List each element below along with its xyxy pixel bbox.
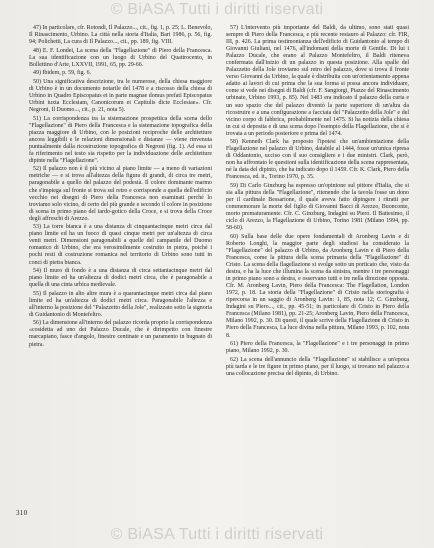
note: 49) Ibidem, p. 59, fig. 6. bbox=[33, 70, 92, 77]
watermark-bottom: © BiASA Tutti i diritti riservati bbox=[110, 526, 324, 543]
note: 47) In particolare, cfr. Rotondi, Il Palazzo..., cit., fig. 1, p. 25; L. Benevolo, Il Rinascimento, Urbino. La città nella storia d'Italia, Bari 1986, p. 56, fig. 94; Polichetti, La cura di Il Palazzo..., cit., pp. 189, fig. VIII. bbox=[29, 25, 212, 46]
note: 57) L'intervento più importante del Baldi, da ultimo, sono stati quasi sempre di Piero della Francesca, e più recente restauro al Palazzo: cfr. FIR, III, p. 426. La prima testimonianza dell'edificio di Guidantonio al tempo di Giovanni Giuliani, nel 1476, all'indomani della morte di Gentile. Di lui i Palazzo Ducale, che erano al Palazzo Montefeltro, il Baldi riteneva confermata dall'inizio di un palazzo in questa posizione. Alla spalle del Palazzetto della Jole troviamo sul retro del palazzo, dove si trova il fronte verso Giovanni da Urbino, la quale è distribuita con un'orientamento appena adatto ai lavori di cui prima che la sua forma si possa ancora individuare, come si vede nei disegni di Baldi (cfr. F. Sangiorgi, Piazze del Rinascimento urbinate, Urbino 1993, p. 85). Nel 1483 era indicato il palazzo della curia e un suo spazio che del palazzo diventò la parte superiore di un'altra da ricostruire e a una configurazione a facciata del "Palazzetto della Jole" e del vicino corpo di fabbrica, probabilmente nel 1475. Si ha notizia della chiesa in cui si deposita e di una scena dopo l'esempio della Flagellazione, che si è trovata a un periodo posteriore e prima del 1474. bbox=[226, 25, 409, 137]
note: 50) Una significativa descrizione, tra le numerose, della chiesa maggiore di Urbino è in un documento notarile del 1478 e a riscosso della chiesa di Urbino in Quadro Episcopatus et in parte magnae domus prefati Episcopatus Urbini iuxta Ecclesiam, Canonicorum et Capitulis dicte Ecclesiae». Cfr. Negroni, Il Duomo..., cit., p. 21, nota 5). bbox=[29, 78, 212, 114]
note: 59) Di Carlo Ginzburg ha espresso un'opinione sul pittore d'Italia, che si sia alla pittura della "Flagellazione", ritenendo che la tavola fosse un dono per il cardinale Bessarione, il quale aveva fatto dipingere i ritratti per commemorare la morte del figlio di Giovanni Bacci di Arezzo, Buonconte, morto prematuramente. Cfr. C. Ginzburg, Indagini su Piero. Il Battesimo, il ciclo di Arezzo, la Flagellazione di Urbino, Torino 1981 (Milano 1994, pp. 58-60). bbox=[226, 183, 409, 232]
note: 54) Il muro di fondo è a una distanza di circa settantacinque metri dal piano limite ed ha un'altezza di dodici metri circa, che è paragonabile a quella di una cinta urbica medievale. bbox=[29, 268, 212, 289]
note: 61) Piero della Francesca, la "Flagellazione" e i tre personaggi in primo piano, Milano 1992, p. 30. bbox=[226, 341, 409, 355]
note: 56) La dimensione all'interno del palazzo ricorda proprio la corrispondenza «cosidetta ad uno dei Palazzo Ducale, che è dirimpetto con finestre marcapiano, fasce d'angolo, finestre centinate e un paramento in bugnato di pietra. bbox=[29, 320, 212, 348]
note: 55) Il palazzo in alto altre mura è a quarantacinque metri circa dal piano limite ed ha un'altezza di dodici metri circa. Paragonabile l'altezza e all'interno la posizione del "Palazzetto della Jole", realizzato sotto la signoria di Guidantonio di Montefeltro. bbox=[29, 290, 212, 318]
note: 60) Sulla base delle due opere fondamentali di Aronberg Lavin e di Roberto Longhi, la maggior parte degli studiosi ha considerato la "Flagellazione" del palazzo di Urbino, da Aronberg Lavin e di Piero della Francesca, come la pittura della scena primaria della "Flagellazione" di Cristo. La scena della flagellazione si svolge sotto un porticato che, visto da destra, e ha la luce che illumina la scena da sinistra, mentre i tre personaggi in primo piano sono a destra, e osservano tutti e tre nella direzione opposta. Cfr. M. Aronberg Lavin, Piero della Francesca: The Flagellation, London 1972, p. 18. La storia della "Flagellazione" di Cristo nella storiografia è ripercorsa in un saggio di Aronberg Lavin: 1, 85, nota 12; C. Ginzburg, Indagini su Piero..., cit., pp. 45-51; in particolare di Cristo in Piero della Francesca (Milano 1981), pp. 21-25; Aronberg Lavin, Piero della Francesca, Milano 1992, p. 30. Di questi, il quale scrive della Flagellazione di Cristo in Piero della Francesca, La luce divina nella pittura, Milano 1993, p. 102, nota 8. bbox=[226, 233, 409, 339]
note: 58) Kenneth Clark ha proposto l'ipotesi che un'ambientazione della Flagellazione nel palazzo di Urbino, databile al 1444, fosse un'unica ripresa di Oddantonio, ucciso con il suo consigliere e i due ministri. Clark, però, non ha affrontato le questioni sulla identificazione della scena rappresentata, né la data del dipinto, che ha indicato dopo il 1459. Cfr. K. Clark, Piero della Francesca, ed. it., Torino 1970, p. 35. bbox=[226, 139, 409, 181]
page-number: 310 bbox=[16, 509, 28, 517]
right-column bbox=[226, 25, 409, 379]
note: 51) La corrispondenza tra la sistemazione prospettica della scena dello "Flagellazione" di Piero della Francesca e la sistemazione topografica della piazza maggiore di Urbino, con le posizioni reciproche delle architetture ancora leggibili e le relazioni dimensionali e distanze — viene rinvenuta puntualmente dalla ricostruzione topografica di Negroni (fig. 1). Ad essa si fa riferimento nel testo sia rispetto per la individuazione delle architetture dipinte nella "Flagellazione". bbox=[29, 115, 212, 164]
note: 62) La scena dell'annuncio della "Flagellazione" si stabilisce a un'epoca più tarda e le tre figure in primo piano, per il luogo, si trovano nel palazzo a una collocazione precisa del dipinto, di Urbino. bbox=[226, 356, 409, 377]
left-column bbox=[29, 25, 212, 350]
watermark-top: © BiASA Tutti i diritti riservati bbox=[110, 1, 324, 18]
note: 53) La torre bianca è a una distanza di cinquantacinque metri circa dal piano limite ed ha un fuoco di quasi cinque metri per un'altezza di circa venti metri. Dimensioni paragonabili a quelle del campanile del Duomo romanico di Urbino, che era verosimilmente costruito in pietra, poichè i pochi resti di costruzione romanica nel territorio di Urbino sono tutti in conci di pietra bianca. bbox=[29, 224, 212, 266]
note: 52) Il palazzo non è il più vicino al piano limite — a meno di variazioni metriche — e si trova all'altezza della figura di grandi, di circa tre metri, paragonabile a quello del palazzo del podestà. Il colore dominante marmo che s'impiega sul fronte si trova sul retro e corrisponde a quella dell'edificio vecchio nei disegni di Piero della Francesca non esaminati perché lo troviamo solo vicino, di certo del più grande e secondo il colore in posizione di scena in primo piano del tardo-gotico della Croce, e si trova della Croce degli affreschi di Arezzo. bbox=[29, 166, 212, 222]
note: 48) E. F. Londei, La scena della "Flagellazione" di Piero della Francesca. La sua identificazione con un luogo di Urbino del Quattrocento, in Bollettino d'Arte, LXXVII, 1991, 65, pp. 29-66. bbox=[29, 47, 212, 68]
